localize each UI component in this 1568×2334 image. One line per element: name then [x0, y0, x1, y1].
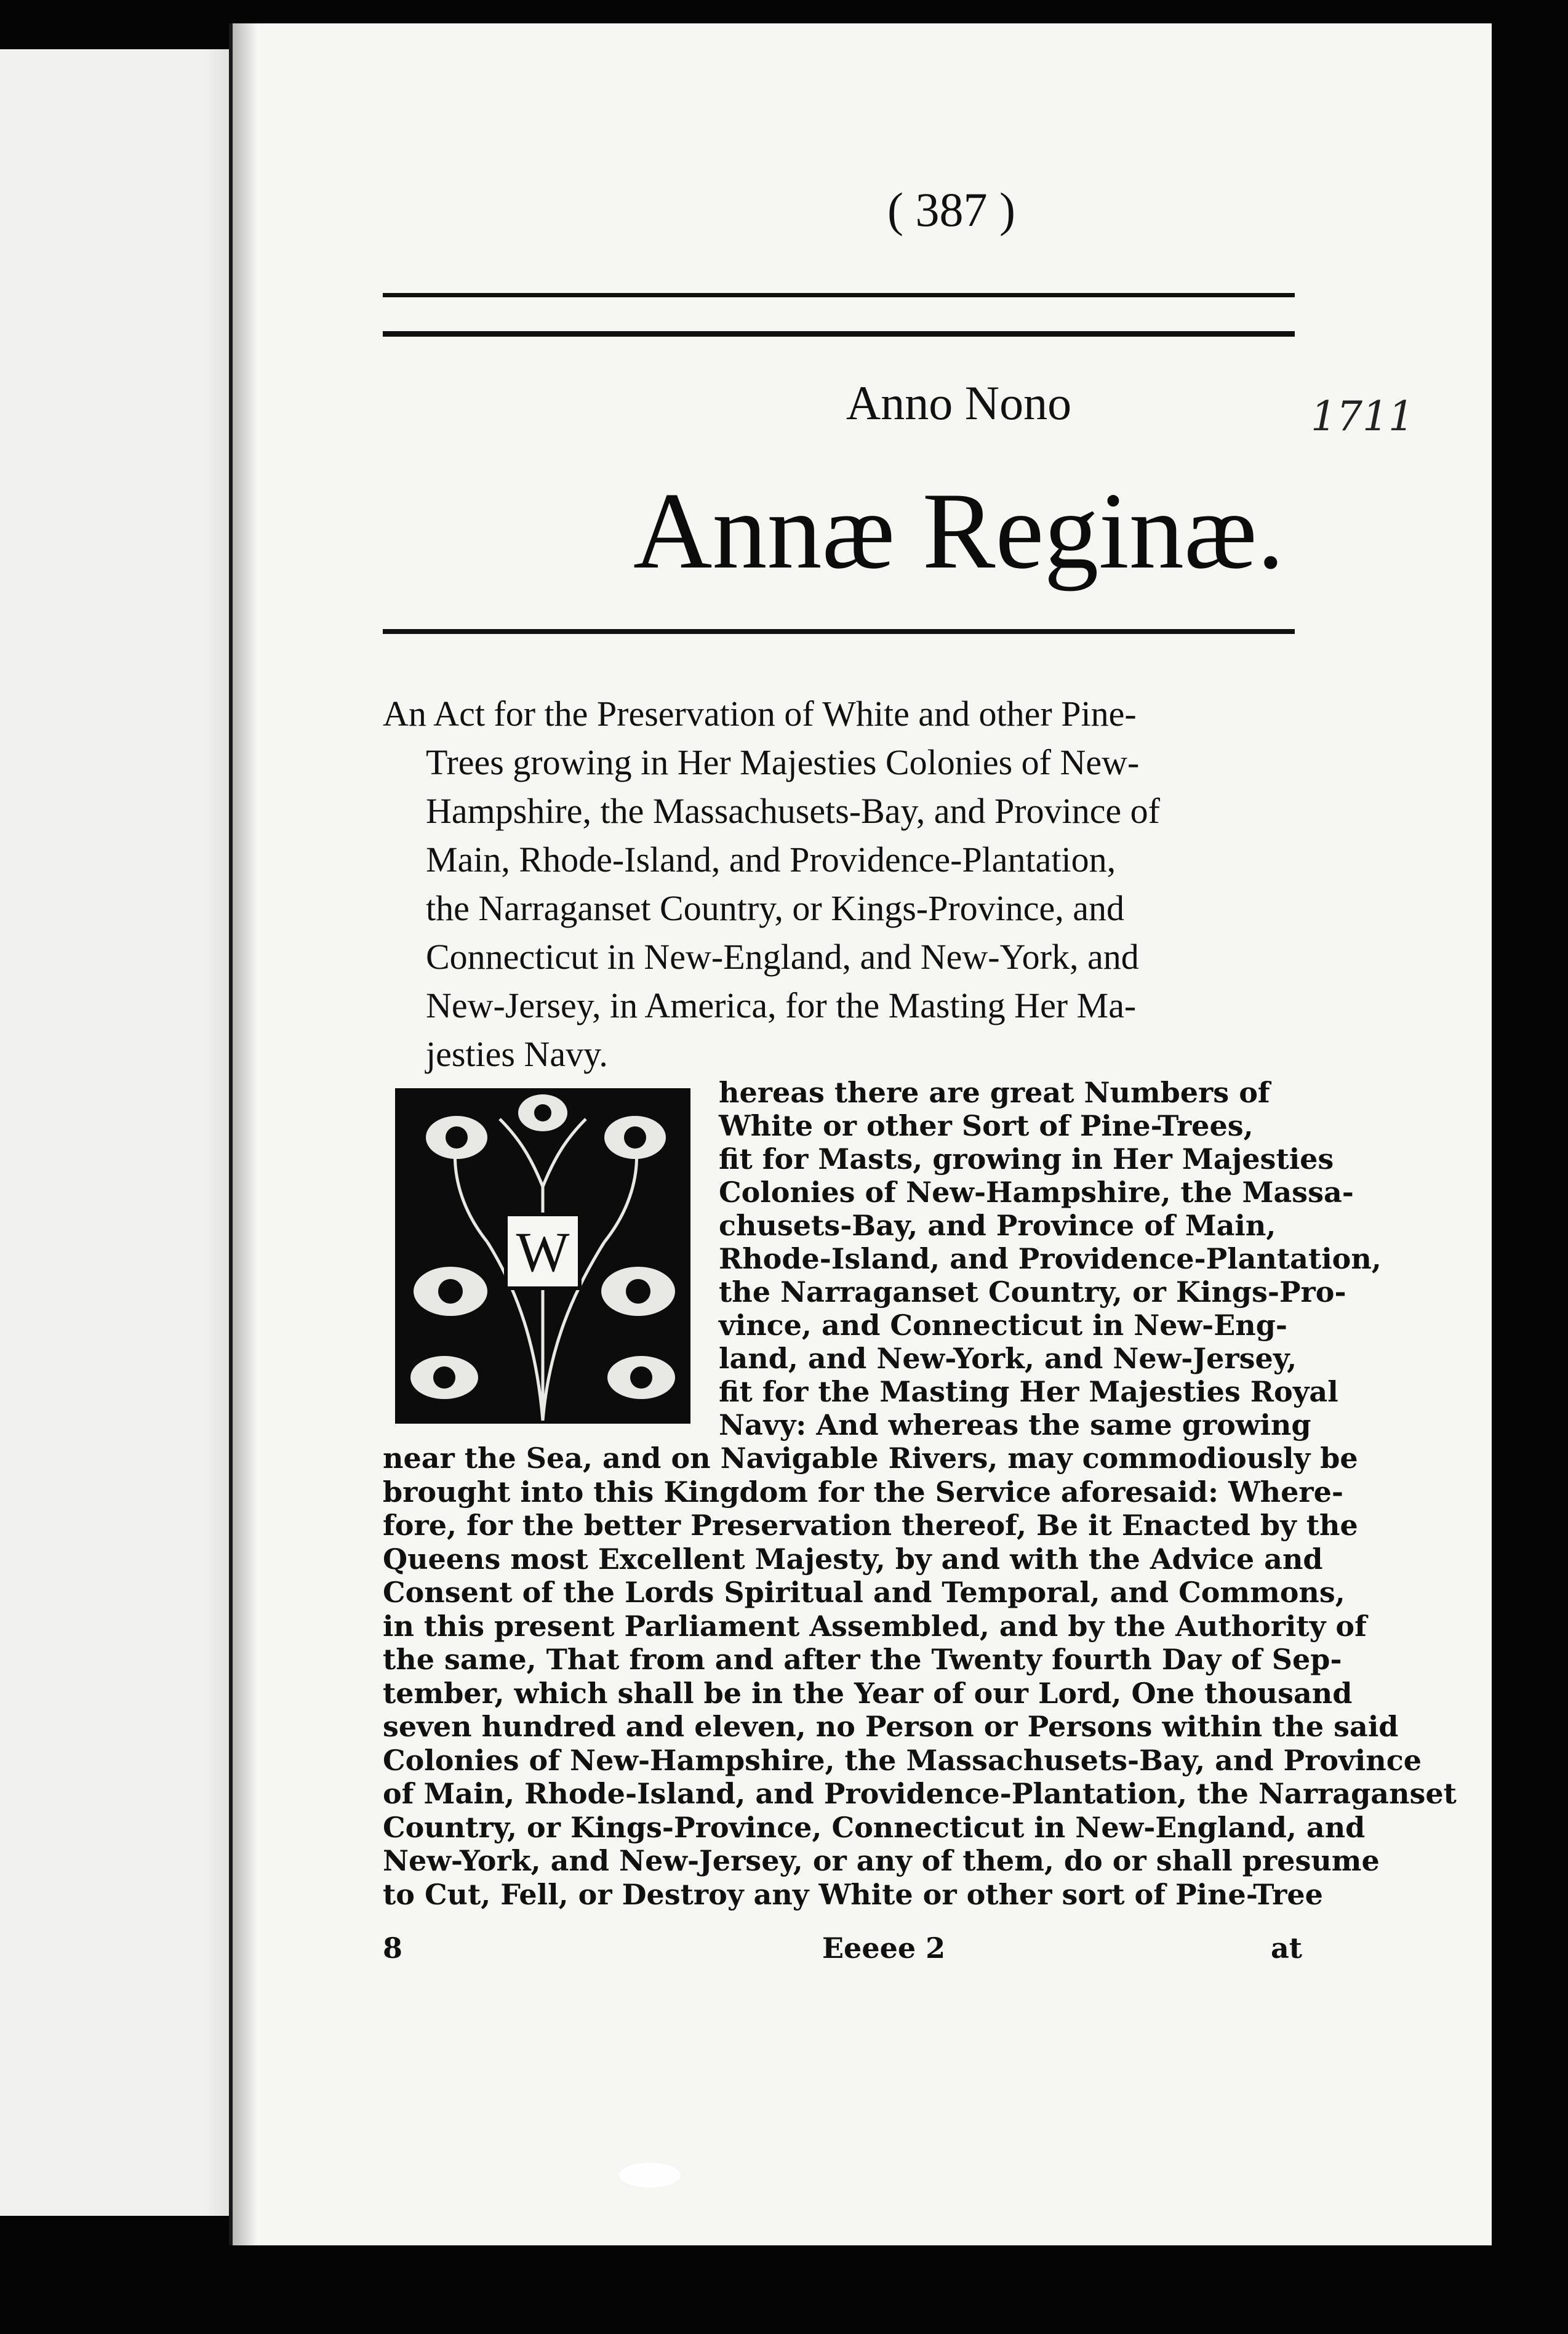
body-line: fit for Masts, growing in Her Majesties	[719, 1142, 1334, 1176]
act-title-line: Connecticut in New-England, and New-York, and	[426, 937, 1139, 977]
decorated-initial-woodcut	[395, 1088, 690, 1424]
body-line: hereas there are great Numbers of	[719, 1076, 1270, 1109]
body-line: vince, and Connecticut in New-Eng-	[719, 1309, 1287, 1342]
page-gutter-shadow	[233, 23, 257, 2245]
body-line: Colonies of New-Hampshire, the Massa-	[719, 1176, 1354, 1209]
body-line: Consent of the Lords Spiritual and Temporal, and Commons,	[383, 1576, 1345, 1609]
act-title-line: Trees growing in Her Majesties Colonies of New-	[426, 742, 1140, 782]
act-title-line: New-Jersey, in America, for the Masting Her Ma-	[426, 985, 1137, 1025]
body-line: land, and New-York, and New-Jersey,	[719, 1342, 1297, 1375]
signature-mark: Eeeee 2	[822, 1931, 946, 1965]
body-line: White or other Sort of Pine-Trees,	[719, 1109, 1254, 1142]
document-page	[229, 23, 1492, 2245]
handwritten-margin-note: 1711	[1311, 393, 1414, 440]
body-line: brought into this Kingdom for the Service aforesaid: Where-	[383, 1475, 1343, 1509]
page-footer	[383, 1931, 1302, 1968]
act-title-line: jesties Navy.	[426, 1034, 608, 1074]
heading-anno: Anno Nono	[846, 376, 1072, 430]
top-rule	[383, 293, 1295, 297]
act-title-line: Hampshire, the Massachusets-Bay, and Province of	[426, 791, 1160, 831]
paper-blemish	[619, 2163, 681, 2188]
body-line: seven hundred and eleven, no Person or Persons within the said	[383, 1710, 1399, 1743]
body-line: Rhode-Island, and Providence-Plantation,	[719, 1242, 1382, 1275]
body-line: Country, or Kings-Province, Connecticut in New-England, and	[383, 1810, 1366, 1844]
act-title-line: Main, Rhode-Island, and Providence-Plantation,	[426, 840, 1116, 880]
body-text-beside-initial	[719, 1076, 1382, 1442]
body-line: tember, which shall be in the Year of our Lord, One thousand	[383, 1676, 1353, 1710]
body-line: chusets-Bay, and Province of Main,	[719, 1209, 1276, 1242]
body-line: Queens most Excellent Majesty, by and with the Advice and	[383, 1542, 1323, 1576]
act-title-line: the Narraganset Country, or Kings-Province, and	[426, 888, 1124, 928]
body-line: the Narraganset Country, or Kings-Pro-	[719, 1275, 1346, 1309]
initial-letter: W	[516, 1221, 570, 1283]
body-line: the same, That from and after the Twenty fourth Day of Sep-	[383, 1643, 1342, 1676]
body-line: to Cut, Fell, or Destroy any White or other sort of Pine-Tree	[383, 1877, 1323, 1911]
body-line: Colonies of New-Hampshire, the Massachusets-Bay, and Province	[383, 1743, 1422, 1777]
body-line: fore, for the better Preservation thereof, Be it Enacted by the	[383, 1509, 1358, 1542]
body-line: of Main, Rhode-Island, and Providence-Plantation, the Narraganset	[383, 1777, 1457, 1810]
body-line: near the Sea, and on Navigable Rivers, may commodiously be	[383, 1442, 1358, 1475]
body-line: fit for the Masting Her Majesties Royal	[719, 1375, 1338, 1408]
gathering-signature: 8	[383, 1931, 403, 1965]
act-title-line: An Act for the Preservation of White and other Pine-	[383, 694, 1137, 734]
body-line: in this present Parliament Assembled, and by the Authority of	[383, 1609, 1367, 1643]
body-line: Navy: And whereas the same growing	[719, 1408, 1311, 1442]
act-title	[383, 689, 1300, 1078]
page-number: ( 387 )	[887, 183, 1015, 236]
second-rule	[383, 331, 1295, 337]
heading-rule	[383, 629, 1295, 634]
body-line: New-York, and New-Jersey, or any of them, do or shall presume	[383, 1844, 1380, 1877]
heading-regnal-year: Annæ Reginæ.	[633, 470, 1285, 592]
catchword: at	[1270, 1931, 1302, 1965]
body-text-full-width	[383, 1442, 1457, 1911]
previous-page-edge	[0, 49, 245, 2216]
